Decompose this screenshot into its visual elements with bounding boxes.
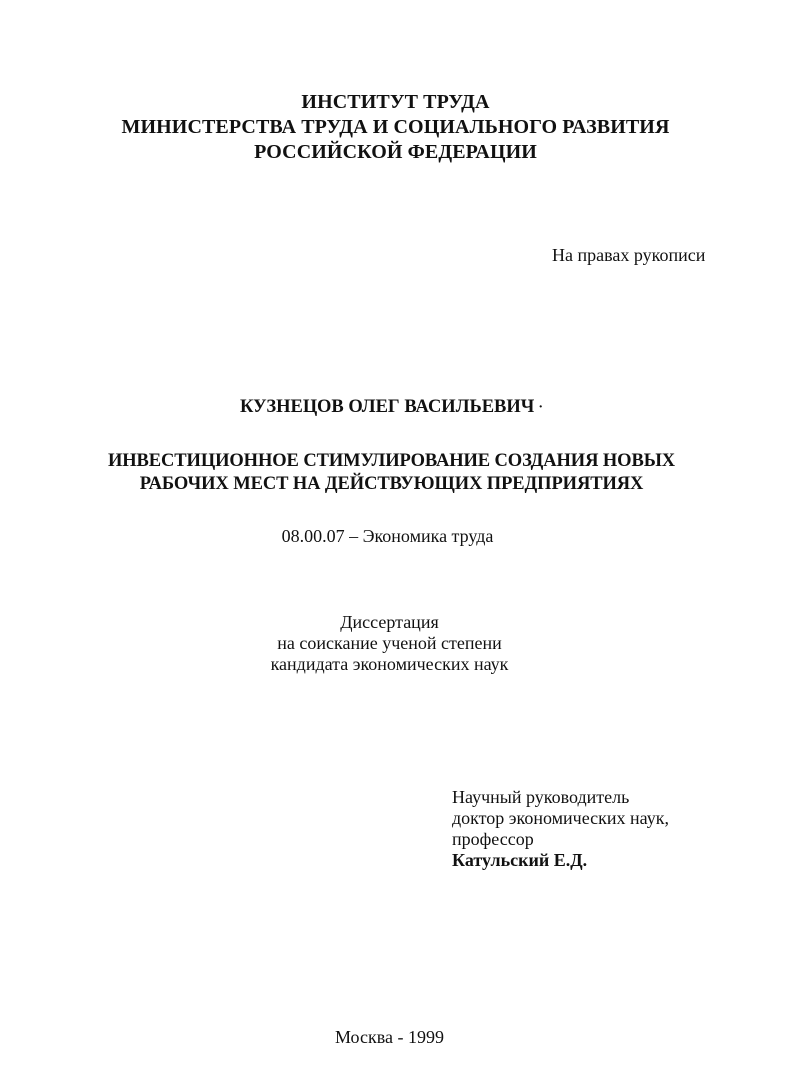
- author-mark: ·: [538, 400, 544, 415]
- author: [0, 395, 789, 420]
- author-name: КУЗНЕЦОВ ОЛЕГ ВАСИЛЬЕВИЧ: [239, 397, 535, 417]
- scientific-supervisor: [452, 787, 669, 871]
- supervisor-name: Катульский Е.Д.: [452, 850, 588, 870]
- degree-purpose: на соискание ученой степени: [277, 633, 502, 653]
- institution-header: [0, 90, 793, 165]
- supervisor-role: Научный руководитель: [452, 787, 630, 807]
- degree-field: кандидата экономических наук: [270, 654, 509, 674]
- degree-statement: [0, 612, 787, 675]
- supervisor-degree: доктор экономических наук,: [452, 808, 669, 828]
- supervisor-rank: профессор: [452, 829, 534, 849]
- federation-name: РОССИЙСКОЙ ФЕДЕРАЦИИ: [254, 141, 537, 163]
- city-year: Москва - 1999: [335, 1027, 444, 1047]
- title-line-2: РАБОЧИХ МЕСТ НА ДЕЙСТВУЮЩИХ ПРЕДПРИЯТИЯХ: [139, 474, 644, 494]
- institution-name: ИНСТИТУТ ТРУДА: [301, 91, 490, 113]
- title-line-1: ИНВЕСТИЦИОННОЕ СТИМУЛИРОВАНИЕ СОЗДАНИЯ НОВЫХ: [107, 451, 676, 471]
- ministry-name: МИНИСТЕРСТВА ТРУДА И СОЦИАЛЬНОГО РАЗВИТИЯ: [121, 116, 670, 138]
- dissertation-title: [0, 450, 789, 496]
- specialty-code: 08.00.07 – Экономика труда: [281, 526, 494, 546]
- manuscript-rights-note: На правах рукописи: [552, 245, 706, 265]
- degree-type: Диссертация: [340, 612, 439, 632]
